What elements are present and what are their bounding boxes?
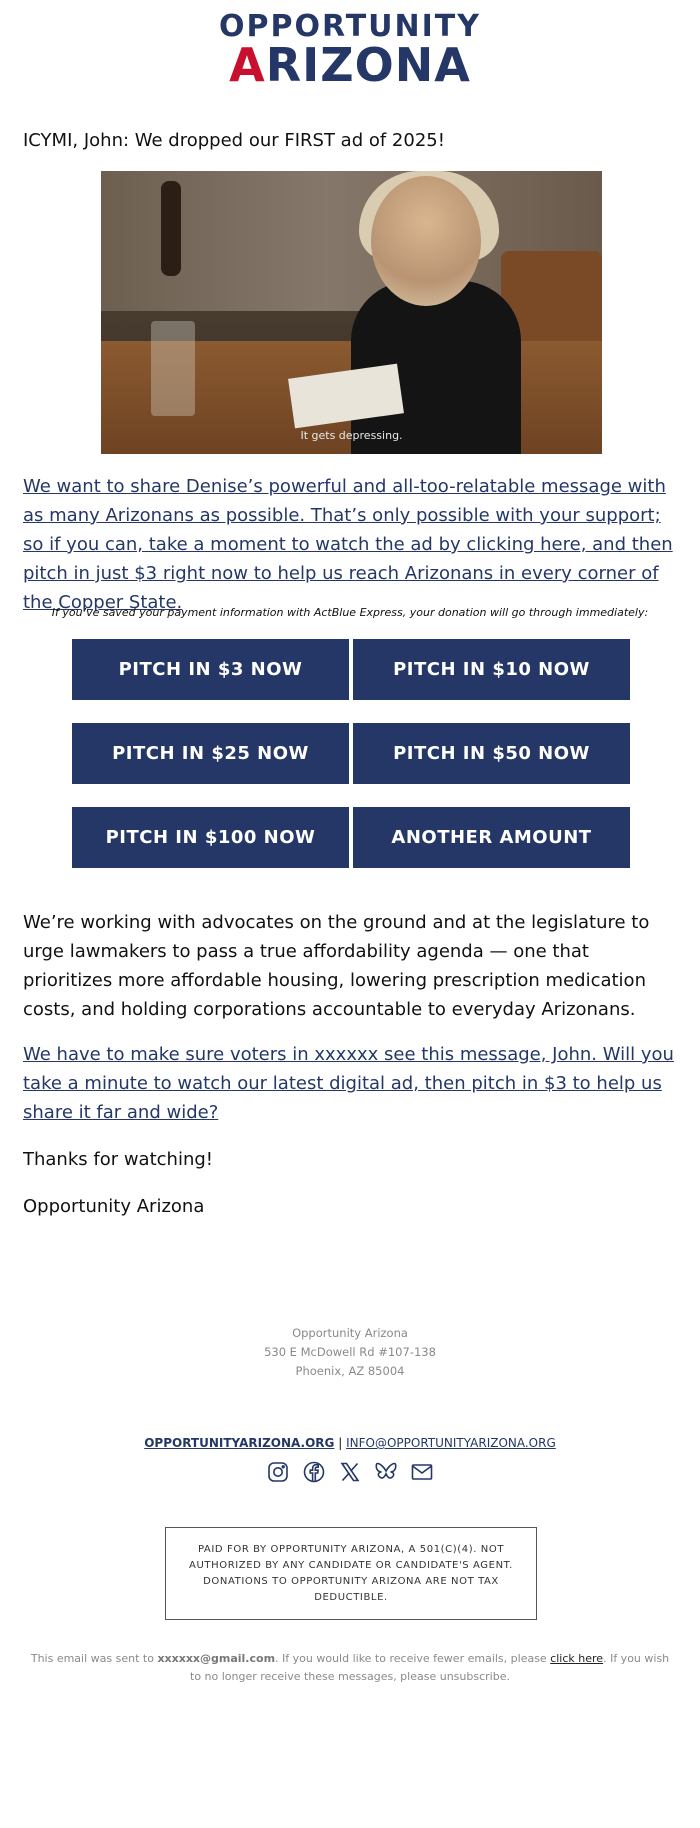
footer-separator: |: [338, 1436, 343, 1450]
voters-link[interactable]: We have to make sure voters in xxxxxx see this message, John. Will you take a minute to watch our latest digital ad, then pitch in $3 to help us share it far and wide?: [23, 1044, 674, 1123]
social-icons: [0, 1460, 700, 1484]
fineprint: [25, 1650, 675, 1686]
address-org: Opportunity Arizona: [292, 1326, 408, 1340]
signature: Opportunity Arizona: [23, 1196, 205, 1217]
opportunity-arizona-logo[interactable]: [0, 9, 700, 92]
logo-line-2-rest: RIZONA: [265, 38, 471, 92]
pitch-in-100-button[interactable]: PITCH IN $100 NOW: [72, 807, 349, 868]
hero-glass: [151, 321, 195, 416]
fewer-emails-link[interactable]: click here: [550, 1652, 604, 1665]
hero-person-face: [371, 176, 481, 306]
pitch-in-10-button[interactable]: PITCH IN $10 NOW: [353, 639, 630, 700]
video-caption: It gets depressing.: [300, 429, 403, 442]
logo-line-1: OPPORTUNITY: [218, 9, 481, 44]
body-paragraph: We’re working with advocates on the ground and at the legislature to urge lawmakers to pass a true affordability agenda — one that prioritizes more affordable housing, lowering prescription medication costs, and holding corporations accountable to everyday Arizonans.: [23, 912, 650, 1020]
address-street: 530 E McDowell Rd #107-138: [264, 1345, 436, 1359]
email-link[interactable]: INFO@OPPORTUNITYARIZONA.ORG: [346, 1436, 556, 1450]
pitch-in-25-button[interactable]: PITCH IN $25 NOW: [72, 723, 349, 784]
paid-for-disclaimer: PAID FOR BY OPPORTUNITY ARIZONA, A 501(C)(4). NOT AUTHORIZED BY ANY CANDIDATE OR CANDIDATE'S AGENT. DONATIONS TO OPPORTUNITY ARIZONA ARE NOT TAX DEDUCTIBLE.: [189, 1543, 513, 1603]
recipient-email: xxxxxx@gmail.com: [157, 1652, 276, 1665]
website-link[interactable]: OPPORTUNITYARIZONA.ORG: [144, 1436, 335, 1450]
instagram-icon[interactable]: [266, 1460, 290, 1484]
thanks-text: Thanks for watching!: [23, 1149, 214, 1170]
logo-accent-letter: A: [229, 38, 266, 92]
bluesky-icon[interactable]: [374, 1460, 398, 1484]
actblue-express-note: If you’ve saved your payment information with ActBlue Express, your donation will go through immediately:: [51, 606, 649, 619]
another-amount-button[interactable]: ANOTHER AMOUNT: [353, 807, 630, 868]
fineprint-suffix: . If you wish to no longer receive these messages, please unsubscribe.: [190, 1652, 670, 1683]
address-city: Phoenix, AZ 85004: [295, 1364, 405, 1378]
footer-links: [0, 1436, 700, 1450]
greeting: ICYMI, John: We dropped our FIRST ad of 2025!: [23, 130, 445, 151]
fineprint-prefix: This email was sent to: [30, 1652, 158, 1665]
intro-link[interactable]: We want to share Denise’s powerful and all-too-relatable message with as many Arizonans as possible. That’s only possible with your support; so if you can, take a moment to watch the ad by clicking here, and then pitch in just $3 right now to help us reach Arizonans in every corner of the Copper State.: [23, 476, 673, 613]
email-icon[interactable]: [410, 1460, 434, 1484]
pitch-in-3-button[interactable]: PITCH IN $3 NOW: [72, 639, 349, 700]
logo-line-2: [0, 38, 700, 92]
facebook-icon[interactable]: [302, 1460, 326, 1484]
hero-pepper-mill: [161, 181, 181, 276]
pitch-in-50-button[interactable]: PITCH IN $50 NOW: [353, 723, 630, 784]
fineprint-middle: . If you would like to receive fewer emails, please: [275, 1652, 551, 1665]
paid-for-disclaimer-box: [165, 1527, 537, 1620]
ad-video-thumbnail[interactable]: [101, 171, 602, 454]
x-icon[interactable]: [338, 1460, 362, 1484]
